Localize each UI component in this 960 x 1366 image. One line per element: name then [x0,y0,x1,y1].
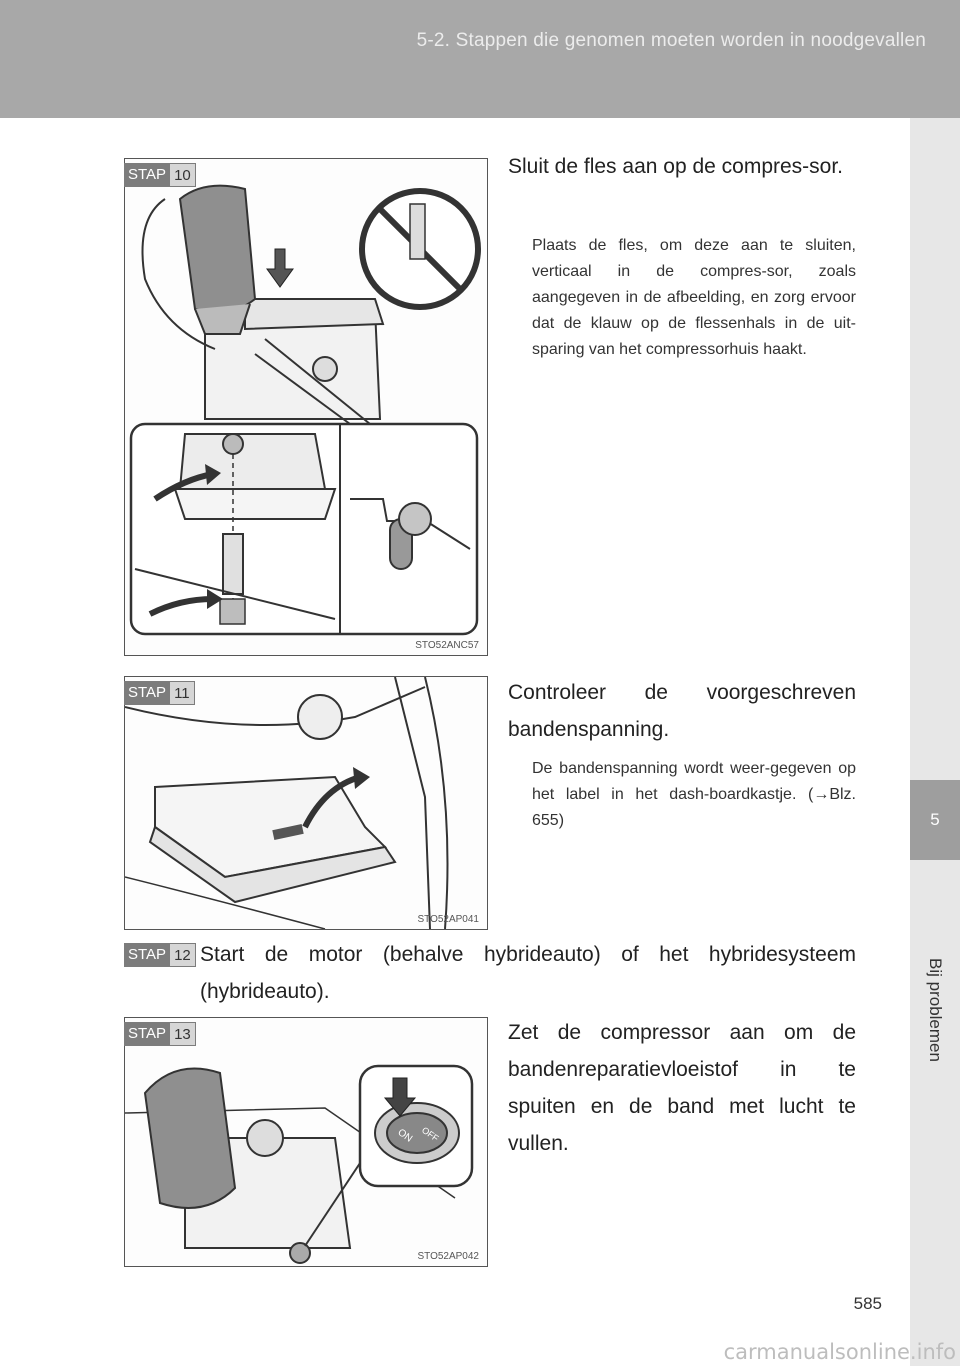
chapter-number-tab[interactable]: 5 [910,780,960,860]
figure-code: STO52AP041 [417,914,479,925]
compressor-switch-illustration [125,1018,487,1266]
figure-code: STO52AP042 [417,1251,479,1262]
switch-off-label: OFF [420,1124,441,1144]
figure-code: STO52ANC57 [415,640,479,651]
step-10-instruction: Sluit de fles aan op de compres-sor. [508,155,844,178]
step-label: STAP [124,1022,170,1046]
step-13-instruction: Zet de compressor aan om de bandenreparatievloeistof in te spuiten en de band met lucht te vullen. [508,1021,856,1155]
page-header [0,0,960,118]
step-label: STAP [124,163,170,187]
figure-step-13 [124,1017,488,1267]
figure-step-10 [124,158,488,656]
step-11-description: De bandenspanning wordt weer-gegeven op het label in het dash-boardkastje. (→Blz. 655) [532,760,856,829]
step-number: 11 [170,681,195,705]
step-number: 10 [170,163,196,187]
side-tab-lower [910,860,960,1366]
step-badge-11 [124,681,195,705]
side-tab-upper [910,118,960,780]
bottle-compressor-illustration [125,159,487,655]
step-number: 13 [170,1022,196,1046]
step-badge-10 [124,163,196,187]
step-number: 12 [170,943,196,967]
step-badge-12 [124,943,196,967]
step-10-description: Plaats de fles, om deze aan te sluiten, verticaal in de compres-sor, zoals aangegeven in de afbeelding, en zorg ervoor dat de klauw op de flessenhals in de uit-sparing van het compressorhuis haakt. [532,237,856,358]
glovebox-illustration [125,677,487,929]
chapter-label: Bij problemen [926,958,945,1062]
step-badge-13 [124,1022,196,1046]
step-12-instruction: Start de motor (behalve hybrideauto) of het hybridesysteem (hybrideauto). [200,943,856,1003]
section-title: 5-2. Stappen die genomen moeten worden in noodgevallen [416,30,926,51]
step-label: STAP [124,681,170,705]
watermark: carmanualsonline.info [723,1340,956,1364]
step-11-instruction: Controleer de voorgeschreven bandenspanning. [508,681,856,741]
step-label: STAP [124,943,170,967]
figure-step-11 [124,676,488,930]
switch-on-label: ON [395,1127,415,1145]
page-number: 585 [853,1294,882,1313]
